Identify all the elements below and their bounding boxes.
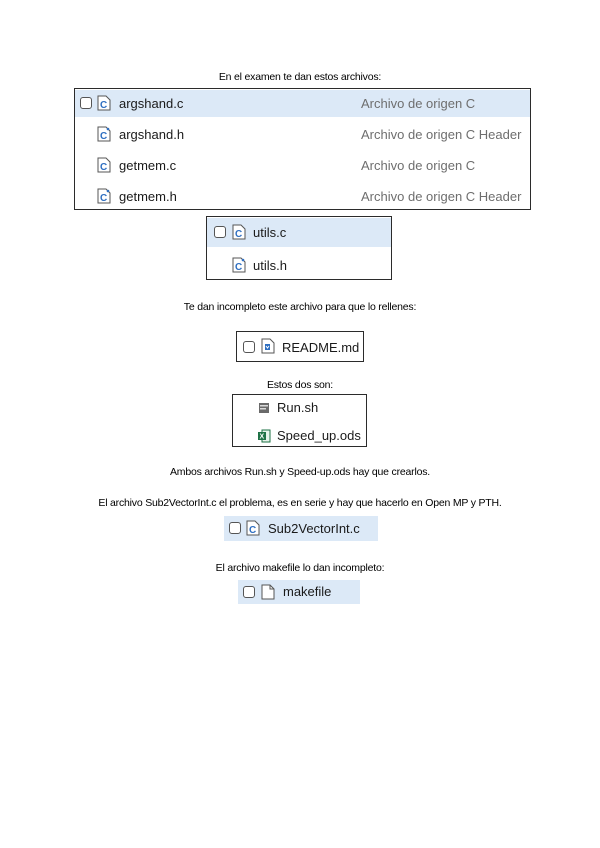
svg-text:C: C (100, 193, 108, 204)
file-row-utils-c[interactable] (207, 218, 391, 247)
c-file-icon (97, 95, 111, 111)
row-checkbox[interactable] (214, 226, 226, 238)
file-row-speed-up[interactable] (233, 422, 366, 448)
makefile-item[interactable] (238, 580, 360, 604)
file-name: getmem.c (119, 158, 177, 173)
file-name: README.md (282, 340, 360, 355)
row-checkbox[interactable] (243, 341, 255, 353)
file-list-main (74, 88, 531, 210)
intro-caption: En el examen te dan estos archivos: (218, 71, 382, 83)
row-checkbox[interactable] (229, 522, 241, 534)
shell-script-icon (257, 400, 271, 416)
c-file-icon (232, 224, 246, 240)
file-row-argshand-h[interactable] (75, 121, 530, 148)
file-type: Archivo de origen C (361, 158, 476, 173)
file-list-scripts (232, 394, 367, 447)
file-name: argshand.h (119, 127, 185, 142)
two-caption: Estos dos son: (266, 379, 334, 391)
c-file-icon (246, 520, 260, 536)
row-checkbox[interactable] (243, 586, 255, 598)
spreadsheet-icon (257, 428, 271, 444)
file-list-utils (206, 216, 392, 280)
incomplete-caption: Te dan incompleto este archivo para que lo rellenes: (183, 301, 417, 313)
svg-text:C: C (235, 262, 243, 273)
blank-file-icon (261, 584, 275, 600)
c-header-file-icon (97, 188, 111, 204)
file-name: Run.sh (277, 400, 319, 415)
create-caption: Ambos archivos Run.sh y Speed-up.ods hay que crearlos. (169, 466, 430, 478)
svg-text:C: C (100, 162, 108, 173)
file-name: utils.h (253, 258, 287, 273)
file-name: Speed_up.ods (277, 428, 361, 443)
file-row-utils-h[interactable] (207, 251, 391, 279)
file-row-getmem-h[interactable] (75, 183, 530, 209)
c-file-icon (97, 157, 111, 173)
file-type: Archivo de origen C Header (361, 189, 522, 204)
svg-text:C: C (100, 131, 108, 142)
file-row-argshand-c[interactable] (75, 90, 530, 117)
file-type: Archivo de origen C (361, 96, 476, 111)
file-name: makefile (283, 584, 332, 599)
problem-caption: El archivo Sub2VectorInt.c el problema, es en serie y hay que hacerlo en Open MP y PTH. (98, 497, 502, 509)
sub2vectorint-item[interactable] (224, 516, 378, 541)
c-header-file-icon (232, 257, 246, 273)
file-name: Sub2VectorInt.c (268, 521, 360, 536)
markdown-file-icon (261, 338, 275, 354)
row-checkbox[interactable] (80, 97, 92, 109)
readme-item[interactable] (236, 331, 364, 362)
file-name: getmem.h (119, 189, 177, 204)
file-name: utils.c (253, 225, 287, 240)
file-name: argshand.c (119, 96, 184, 111)
c-header-file-icon (97, 126, 111, 142)
svg-text:C: C (249, 525, 257, 536)
svg-text:C: C (235, 229, 243, 240)
file-row-run-sh[interactable] (233, 395, 366, 421)
file-row-getmem-c[interactable] (75, 152, 530, 179)
makefile-caption: El archivo makefile lo dan incompleto: (215, 562, 385, 574)
svg-text:X: X (259, 433, 265, 441)
file-type: Archivo de origen C Header (361, 127, 522, 142)
svg-text:C: C (100, 100, 108, 111)
